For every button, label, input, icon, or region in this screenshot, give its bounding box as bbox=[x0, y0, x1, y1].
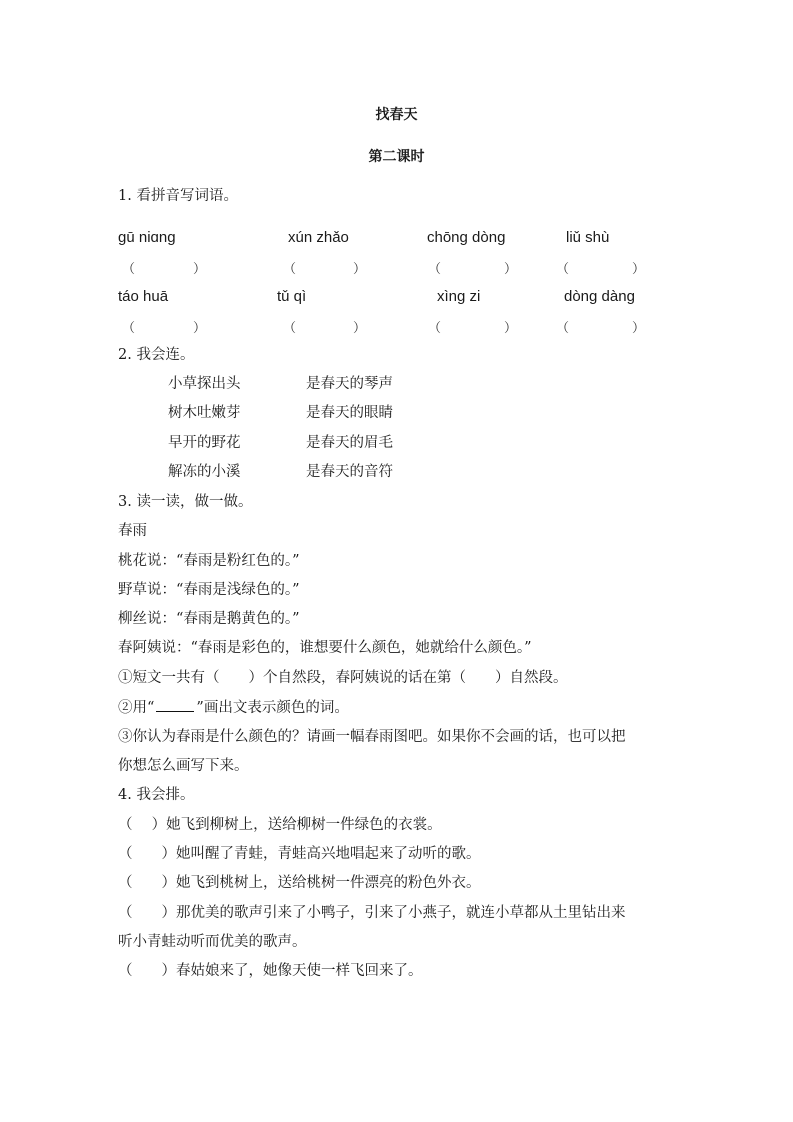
match-left-item: 小草探出头 bbox=[168, 376, 241, 392]
q3-sub3-line1: ③你认为春雨是什么颜色的？请画一幅春雨图吧。如果你不会画的话，也可以把 bbox=[118, 729, 626, 745]
pinyin-7: xìng zi bbox=[437, 288, 481, 305]
q3-sub2 bbox=[118, 697, 349, 718]
match-right-item: 是春天的琴声 bbox=[306, 376, 393, 392]
match-left-item: 树木吐嫩芽 bbox=[168, 405, 241, 421]
pinyin-6: tǔ qì bbox=[277, 288, 307, 305]
q4-heading: 4. 我会排。 bbox=[118, 787, 195, 803]
q3-sub2-prefix: ②用“ bbox=[118, 700, 155, 716]
pinyin-8: dòng dàng bbox=[564, 288, 635, 305]
q3-sub3-line2: 你想怎么画写下来。 bbox=[118, 758, 249, 774]
q3-sub2-suffix: ”画出文表示颜色的词。 bbox=[196, 700, 349, 716]
page-title: 找春天 bbox=[375, 107, 418, 123]
pinyin-1: gū niɑng bbox=[118, 229, 176, 246]
passage-line: 野草说：“春雨是浅绿色的。” bbox=[118, 582, 300, 598]
answer-paren-close: ） bbox=[632, 262, 646, 277]
passage-line: 春阿姨说：“春雨是彩色的，谁想要什么颜色，她就给什么颜色。” bbox=[118, 640, 532, 656]
q3-sub1: ①短文一共有（ ）个自然段，春阿姨说的话在第（ ）自然段。 bbox=[118, 670, 568, 686]
order-item: （ ）春姑娘来了，她像天使一样飞回来了。 bbox=[118, 963, 423, 979]
answer-paren-open: （ bbox=[428, 262, 442, 277]
answer-paren-open: （ bbox=[122, 262, 136, 277]
match-right-item: 是春天的音符 bbox=[306, 464, 393, 480]
match-right-item: 是春天的眉毛 bbox=[306, 435, 393, 451]
answer-paren-open: （ bbox=[122, 321, 136, 336]
answer-paren-close: ） bbox=[504, 321, 518, 336]
q3-heading: 3. 读一读，做一做。 bbox=[118, 494, 253, 510]
answer-paren-close: ） bbox=[632, 321, 646, 336]
answer-paren-close: ） bbox=[353, 262, 367, 277]
match-right-item: 是春天的眼睛 bbox=[306, 405, 393, 421]
order-item: （ ）她飞到柳树上，送给柳树一件绿色的衣裳。 bbox=[118, 817, 442, 833]
passage-title: 春雨 bbox=[118, 523, 147, 539]
lesson-subtitle: 第二课时 bbox=[368, 149, 425, 165]
pinyin-4: liǔ shù bbox=[566, 229, 610, 246]
answer-paren-close: ） bbox=[504, 262, 518, 277]
match-left-item: 早开的野花 bbox=[168, 435, 241, 451]
passage-line: 柳丝说：“春雨是鹅黄色的。” bbox=[118, 611, 300, 627]
order-item: （ ）她飞到桃树上，送给桃树一件漂亮的粉色外衣。 bbox=[118, 875, 481, 891]
q1-heading: 1. 看拼音写词语。 bbox=[118, 188, 238, 204]
answer-paren-open: （ bbox=[428, 321, 442, 336]
pinyin-5: táo huā bbox=[118, 288, 169, 305]
pinyin-2: xún zhǎo bbox=[288, 229, 349, 246]
answer-paren-close: ） bbox=[353, 321, 367, 336]
answer-paren-close: ） bbox=[193, 321, 207, 336]
pinyin-3: chōng dòng bbox=[427, 229, 506, 246]
q2-heading: 2. 我会连。 bbox=[118, 347, 195, 363]
order-item: （ ）她叫醒了青蛙，青蛙高兴地唱起来了动听的歌。 bbox=[118, 846, 481, 862]
passage-line: 桃花说：“春雨是粉红色的。” bbox=[118, 553, 300, 569]
answer-paren-open: （ bbox=[556, 321, 570, 336]
answer-paren-open: （ bbox=[283, 321, 297, 336]
answer-paren-open: （ bbox=[556, 262, 570, 277]
order-item: （ ）那优美的歌声引来了小鸭子，引来了小燕子，就连小草都从土里钻出来 bbox=[118, 905, 626, 921]
underline-sample bbox=[156, 697, 194, 712]
answer-paren-close: ） bbox=[193, 262, 207, 277]
order-item-continuation: 听小青蛙动听而优美的歌声。 bbox=[118, 934, 307, 950]
match-left-item: 解冻的小溪 bbox=[168, 464, 241, 480]
answer-paren-open: （ bbox=[283, 262, 297, 277]
